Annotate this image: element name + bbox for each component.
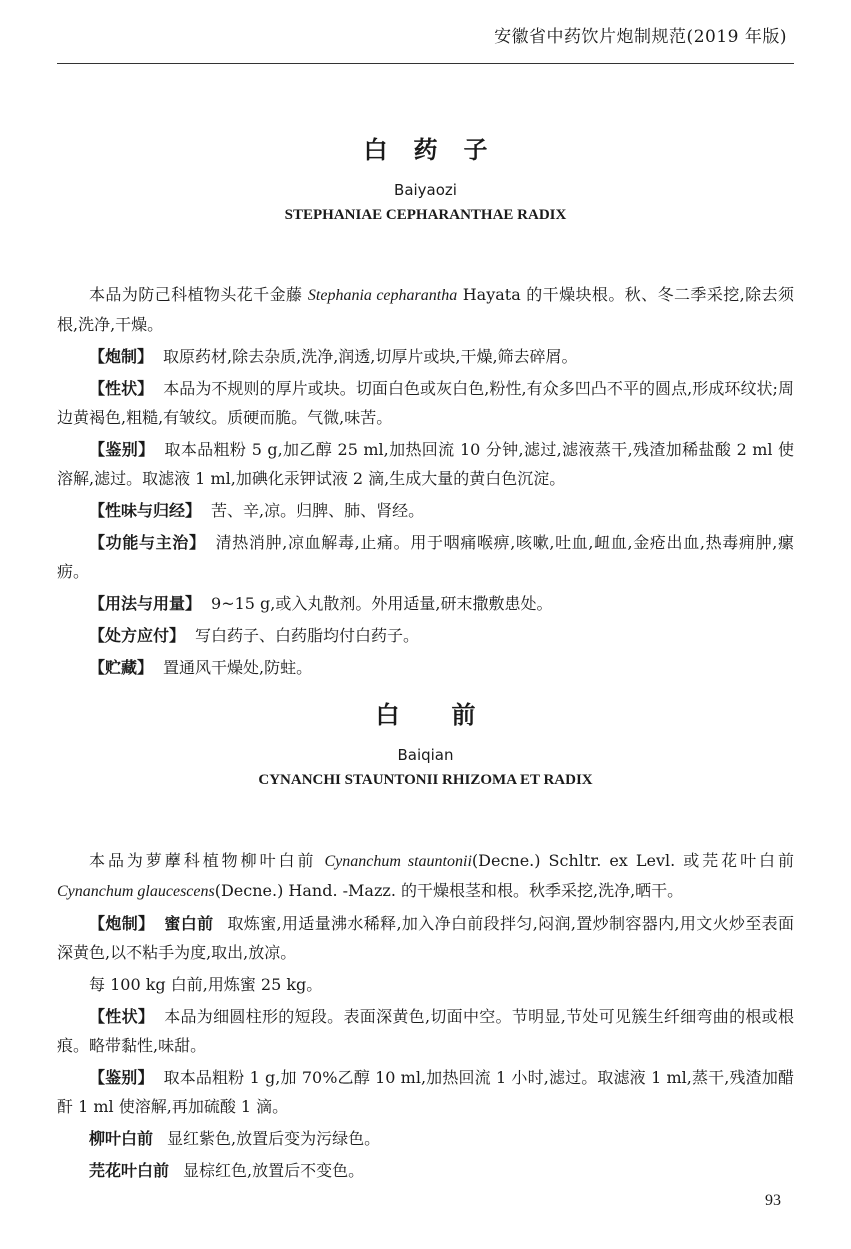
species-name: Stephania cepharantha xyxy=(307,287,458,304)
entry-latin-name: STEPHANIAE CEPHARANTHAE RADIX xyxy=(284,207,567,223)
identification-result-2: 芫花叶白前 显棕红色,放置后不变色。 xyxy=(89,1161,365,1180)
character-paragraph: 【性状】 本品为不规则的厚片或块。切面白色或灰白色,粉性,有众多凹凸不平的圆点,形成环纹状;周边黄褐色,粗糙,有皱纹。质硬而脆。气微,味苦。 xyxy=(57,379,794,427)
entry-title: 白前 xyxy=(375,701,528,729)
ident-sub-label: 柳叶白前 xyxy=(89,1129,154,1148)
processing-label: 【炮制】 xyxy=(89,347,154,366)
usage-label: 【用法与用量】 xyxy=(89,594,202,613)
usage-paragraph: 【用法与用量】 9~15 g,或入丸散剂。外用适量,研末撒敷患处。 xyxy=(89,594,553,613)
entry-baiqian-body xyxy=(57,846,794,1188)
function-paragraph: 【功能与主治】 清热消肿,凉血解毒,止痛。用于咽痛喉痹,咳嗽,吐血,衄血,金疮出血,热毒痈肿,瘰疬。 xyxy=(57,533,794,581)
header-rule xyxy=(57,63,794,64)
storage-paragraph: 【贮藏】 置通风干燥处,防蛀。 xyxy=(89,658,313,677)
ratio-paragraph: 每 100 kg 白前,用炼蜜 25 kg。 xyxy=(89,975,323,994)
character-label: 【性状】 xyxy=(89,1007,155,1026)
identification-paragraph: 【鉴别】 取本品粗粉 1 g,加 70%乙醇 10 ml,加热回流 1 小时,滤过。取滤液 1 ml,蒸干,残渣加醋酐 1 ml 使溶解,再加硫酸 1 滴。 xyxy=(57,1068,794,1116)
processing-label: 【炮制】 xyxy=(89,914,155,933)
processing-paragraph: 【炮制】 蜜白前 取炼蜜,用适量沸水稀释,加入净白前段拌匀,闷润,置炒制容器内,用文火炒至表面深黄色,以不粘手为度,取出,放凉。 xyxy=(57,914,794,962)
page-number: 93 xyxy=(765,1192,781,1209)
function-label: 【功能与主治】 xyxy=(89,533,206,552)
processing-paragraph: 【炮制】 取原药材,除去杂质,洗净,润透,切厚片或块,干燥,筛去碎屑。 xyxy=(89,347,578,366)
prescription-label: 【处方应付】 xyxy=(89,626,186,645)
identification-label: 【鉴别】 xyxy=(89,1068,154,1087)
storage-label: 【贮藏】 xyxy=(89,658,154,677)
entry-title: 白药子 xyxy=(363,136,514,164)
running-header: 安徽省中药饮片炮制规范(2019 年版) xyxy=(494,27,787,47)
nature-label: 【性味与归经】 xyxy=(89,501,202,520)
identification-paragraph: 【鉴别】 取本品粗粉 5 g,加乙醇 25 ml,加热回流 10 分钟,滤过,滤液蒸干,残渣加稀盐酸 2 ml 使溶解,滤过。取滤液 1 ml,加碘化汞钾试液 2 滴,生成大量的黄白色沉淀。 xyxy=(57,440,794,488)
character-label: 【性状】 xyxy=(89,379,154,398)
entry-latin-name: CYNANCHI STAUNTONII RHIZOMA ET RADIX xyxy=(258,772,593,788)
entry-baiqian xyxy=(57,698,794,791)
intro-paragraph: 本品为防己科植物头花千金藤 Stephania cepharantha Hayata 的干燥块根。秋、冬二季采挖,除去须根,洗净,干燥。 xyxy=(57,285,794,334)
character-paragraph: 【性状】 本品为细圆柱形的短段。表面深黄色,切面中空。节明显,节处可见簇生纤细弯曲的根或根痕。略带黏性,味甜。 xyxy=(57,1007,794,1055)
intro-paragraph: 本品为萝藦科植物柳叶白前 Cynanchum stauntonii(Decne.) Schltr. ex Levl. 或芫花叶白前 Cynanchum glaucescens(Decne.) Hand. -Mazz. 的干燥根茎和根。秋季采挖,洗净,晒干。 xyxy=(57,851,795,900)
species-name: Cynanchum glaucescens xyxy=(57,883,215,900)
entry-baiyaozi-body xyxy=(57,280,794,685)
identification-result-1: 柳叶白前 显红紫色,放置后变为污绿色。 xyxy=(89,1129,381,1148)
processing-sub-label: 蜜白前 xyxy=(164,914,214,933)
nature-paragraph: 【性味与归经】 苦、辛,凉。归脾、肺、肾经。 xyxy=(89,501,425,520)
species-name: Cynanchum stauntonii xyxy=(324,853,472,870)
ident-sub-label: 芫花叶白前 xyxy=(89,1161,170,1180)
entry-baiyaozi xyxy=(57,133,794,226)
entry-pinyin: Baiyaozi xyxy=(394,181,457,199)
entry-pinyin: Baiqian xyxy=(397,746,454,764)
identification-label: 【鉴别】 xyxy=(89,440,155,459)
prescription-paragraph: 【处方应付】 写白药子、白药脂均付白药子。 xyxy=(89,626,420,645)
